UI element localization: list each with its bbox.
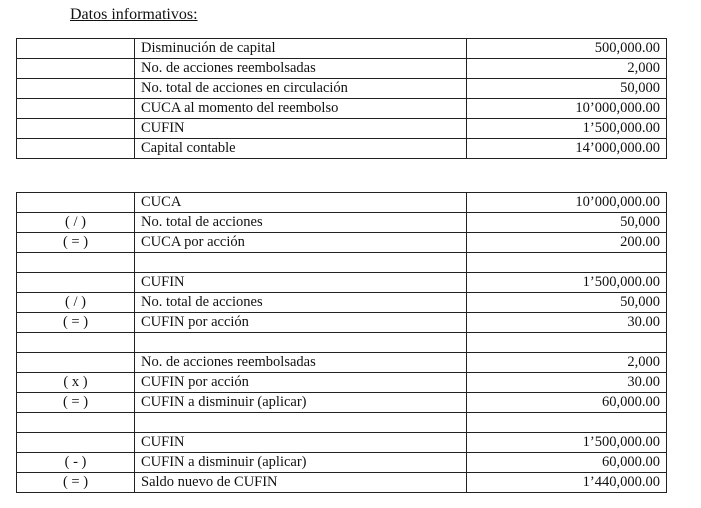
operator-cell <box>17 273 135 293</box>
operator-cell: ( = ) <box>17 233 135 253</box>
section-title: Datos informativos: <box>70 6 198 23</box>
concept-cell: Capital contable <box>135 139 467 159</box>
concept-cell: No. total de acciones en circulación <box>135 79 467 99</box>
table-row <box>17 373 667 393</box>
amount-cell: 1’440,000.00 <box>467 473 667 493</box>
amount-cell: 500,000.00 <box>467 39 667 59</box>
amount-cell: 50,000 <box>467 213 667 233</box>
operator-cell <box>17 39 135 59</box>
concept-cell: CUFIN a disminuir (aplicar) <box>135 393 467 413</box>
amount-cell: 60,000.00 <box>467 393 667 413</box>
table-row <box>17 453 667 473</box>
table-row <box>17 293 667 313</box>
operator-cell <box>17 193 135 213</box>
concept-cell: CUFIN a disminuir (aplicar) <box>135 453 467 473</box>
table-row <box>17 333 667 353</box>
table-row <box>17 39 667 59</box>
amount-cell: 1’500,000.00 <box>467 433 667 453</box>
amount-cell: 2,000 <box>467 353 667 373</box>
table-row <box>17 273 667 293</box>
concept-cell: CUCA por acción <box>135 233 467 253</box>
amount-cell <box>467 413 667 433</box>
concept-cell <box>135 333 467 353</box>
amount-cell: 30.00 <box>467 373 667 393</box>
operator-cell <box>17 433 135 453</box>
concept-cell: No. de acciones reembolsadas <box>135 59 467 79</box>
amount-cell <box>467 253 667 273</box>
table-row <box>17 193 667 213</box>
table-row <box>17 433 667 453</box>
data-table-info <box>16 38 667 159</box>
table-row <box>17 119 667 139</box>
table-row <box>17 139 667 159</box>
amount-cell: 30.00 <box>467 313 667 333</box>
table-row <box>17 313 667 333</box>
operator-cell <box>17 99 135 119</box>
operator-cell <box>17 139 135 159</box>
operator-cell <box>17 119 135 139</box>
concept-cell: CUCA al momento del reembolso <box>135 99 467 119</box>
table-row <box>17 99 667 119</box>
concept-cell <box>135 413 467 433</box>
operator-cell: ( - ) <box>17 453 135 473</box>
concept-cell: CUFIN por acción <box>135 313 467 333</box>
concept-cell: No. total de acciones <box>135 293 467 313</box>
operator-cell: ( = ) <box>17 313 135 333</box>
table-row <box>17 253 667 273</box>
operator-cell <box>17 413 135 433</box>
table-row <box>17 473 667 493</box>
operator-cell <box>17 333 135 353</box>
amount-cell: 60,000.00 <box>467 453 667 473</box>
amount-cell: 50,000 <box>467 79 667 99</box>
amount-cell: 1’500,000.00 <box>467 119 667 139</box>
concept-cell: No. total de acciones <box>135 213 467 233</box>
amount-cell: 2,000 <box>467 59 667 79</box>
concept-cell: Saldo nuevo de CUFIN <box>135 473 467 493</box>
operator-cell <box>17 79 135 99</box>
concept-cell: CUFIN <box>135 273 467 293</box>
concept-cell: CUCA <box>135 193 467 213</box>
concept-cell: No. de acciones reembolsadas <box>135 353 467 373</box>
amount-cell: 10’000,000.00 <box>467 193 667 213</box>
amount-cell <box>467 333 667 353</box>
amount-cell: 1’500,000.00 <box>467 273 667 293</box>
concept-cell: CUFIN por acción <box>135 373 467 393</box>
concept-cell: Disminución de capital <box>135 39 467 59</box>
table-row <box>17 393 667 413</box>
amount-cell: 14’000,000.00 <box>467 139 667 159</box>
operator-cell: ( x ) <box>17 373 135 393</box>
data-table-calculations <box>16 192 667 493</box>
operator-cell: ( = ) <box>17 393 135 413</box>
table-row <box>17 353 667 373</box>
amount-cell: 10’000,000.00 <box>467 99 667 119</box>
operator-cell: ( = ) <box>17 473 135 493</box>
operator-cell: ( / ) <box>17 213 135 233</box>
operator-cell <box>17 59 135 79</box>
table-row <box>17 79 667 99</box>
amount-cell: 200.00 <box>467 233 667 253</box>
concept-cell <box>135 253 467 273</box>
table-row <box>17 233 667 253</box>
operator-cell: ( / ) <box>17 293 135 313</box>
amount-cell: 50,000 <box>467 293 667 313</box>
table-row <box>17 59 667 79</box>
concept-cell: CUFIN <box>135 119 467 139</box>
concept-cell: CUFIN <box>135 433 467 453</box>
table-row <box>17 213 667 233</box>
operator-cell <box>17 353 135 373</box>
operator-cell <box>17 253 135 273</box>
table-row <box>17 413 667 433</box>
